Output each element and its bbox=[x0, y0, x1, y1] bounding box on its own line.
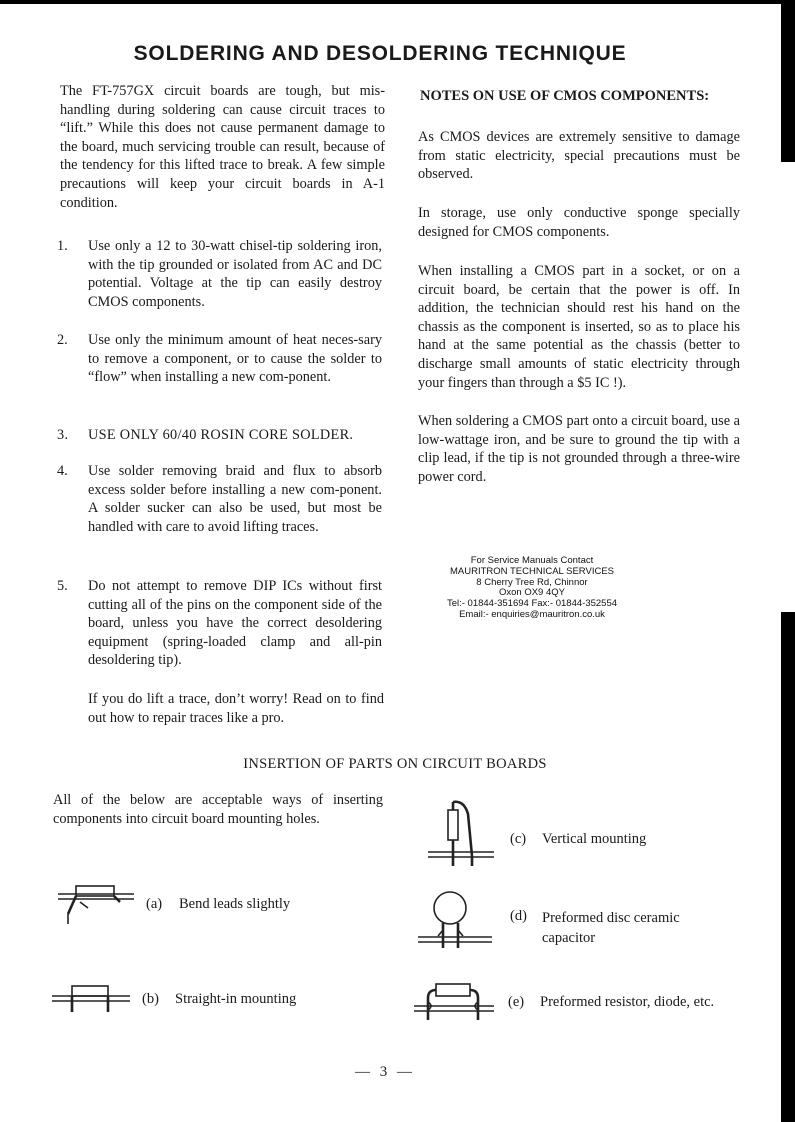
page-title: SOLDERING AND DESOLDERING TECHNIQUE bbox=[133, 42, 627, 65]
cmos-paragraph: When installing a CMOS part in a socket, or on a circuit board, be certain that the power is off. In addition, the technician should rest his hand on the chassis as the component is inserted, so as to place his hand at the same potential as the chassis (better to discharge small amounts of static electricity through your fingers than through a $5 IC !). bbox=[418, 263, 740, 391]
contact-line: MAURITRON TECHNICAL SERVICES bbox=[450, 565, 614, 577]
contact-line: 8 Cherry Tree Rd, Chinnor bbox=[476, 576, 588, 588]
intro-paragraph: The FT-757GX circuit boards are tough, but mis-handling during soldering can cause circuit traces to “lift.” While this does not cause permanent damage to the board, much servicing trouble can result, because of the tendency for this lifted trace to break. A few simple precautions will keep your circuit boards in A-1 condition. bbox=[60, 83, 385, 211]
item-text: Use only a 12 to 30-watt chisel-tip soldering iron, with the tip grounded or isolated from AC and DC potential. Voltage at the tip can easily destroy CMOS components. bbox=[88, 238, 382, 310]
method-c-letter: (c) bbox=[510, 831, 527, 847]
method-b-label: Straight-in mounting bbox=[175, 991, 297, 1007]
precaution-item bbox=[57, 237, 382, 311]
page-number: — 3 — bbox=[355, 1064, 415, 1080]
scan-edge-upper bbox=[781, 0, 795, 162]
item-number: 1. bbox=[57, 238, 68, 254]
item-number: 2. bbox=[57, 332, 68, 348]
cmos-paragraph: As CMOS devices are extremely sensitive to damage from static electricity, special precautions must be observed. bbox=[418, 129, 740, 183]
contact-stamp bbox=[440, 556, 624, 621]
item-text: Do not attempt to remove DIP ICs without first cutting all of the pins on the component side of the board, unless you have the correct desoldering equipment (spring-loaded clamp and all-pin desoldering tip). bbox=[88, 578, 382, 669]
bend-leads-diagram bbox=[58, 882, 134, 926]
cmos-paragraph: In storage, use only conductive sponge specially designed for CMOS components. bbox=[418, 205, 740, 240]
precaution-item bbox=[57, 426, 382, 445]
contact-line: Oxon OX9 4QY bbox=[498, 587, 565, 599]
item-number: 4. bbox=[57, 463, 68, 479]
method-a-letter: (a) bbox=[146, 896, 163, 912]
item-number: 3. bbox=[57, 427, 69, 443]
precaution-item bbox=[57, 331, 382, 387]
insertion-heading: INSERTION OF PARTS ON CIRCUIT BOARDS bbox=[243, 756, 547, 772]
insertion-lead: All of the below are acceptable ways of inserting components into circuit board mounting holes. bbox=[53, 792, 383, 827]
contact-line: For Service Manuals Contact bbox=[470, 555, 594, 566]
contact-line: Email:- enquiries@mauritron.co.uk bbox=[459, 608, 605, 620]
item-number: 5. bbox=[57, 578, 68, 594]
straight-in-diagram bbox=[52, 984, 130, 1014]
precaution-item bbox=[57, 462, 382, 536]
disc-capacitor-diagram bbox=[418, 890, 492, 952]
cmos-heading: NOTES ON USE OF CMOS COMPONENTS: bbox=[420, 88, 710, 104]
item-text: Use solder removing braid and flux to absorb excess solder before installing a new com-ponent. A solder sucker can also be used, but most be handled with care to avoid lifting traces. bbox=[88, 463, 382, 535]
method-d-label: Preformed disc ceramic capacitor bbox=[542, 910, 680, 946]
method-e-label: Preformed resistor, diode, etc. bbox=[540, 994, 715, 1010]
item-text: Use only the minimum amount of heat neces-sary to remove a component, or to cause the solder to “flow” when installing a new com-ponent. bbox=[88, 332, 382, 386]
vertical-mount-diagram bbox=[428, 800, 494, 872]
cmos-paragraph: When soldering a CMOS part onto a circuit board, use a low-wattage iron, and be sure to ground the tip with a clip lead, if the tip is not grounded through a three-wire power cord. bbox=[418, 413, 740, 485]
precaution-item bbox=[57, 577, 382, 670]
method-b-letter: (b) bbox=[142, 991, 159, 1007]
closing-paragraph: If you do lift a trace, don’t worry! Read on to find out how to repair traces like a pro. bbox=[88, 691, 384, 726]
contact-line: Tel:- 01844-351694 Fax:- 01844-352554 bbox=[446, 598, 618, 610]
method-c-label: Vertical mounting bbox=[542, 831, 647, 847]
method-d-letter: (d) bbox=[510, 908, 527, 924]
preformed-resistor-diagram bbox=[414, 982, 494, 1022]
top-rule bbox=[0, 0, 795, 4]
item-text: USE ONLY 60/40 ROSIN CORE SOLDER. bbox=[88, 427, 354, 443]
method-e-letter: (e) bbox=[508, 994, 525, 1010]
scan-edge-lower bbox=[781, 612, 795, 1122]
method-a-label: Bend leads slightly bbox=[179, 896, 291, 912]
